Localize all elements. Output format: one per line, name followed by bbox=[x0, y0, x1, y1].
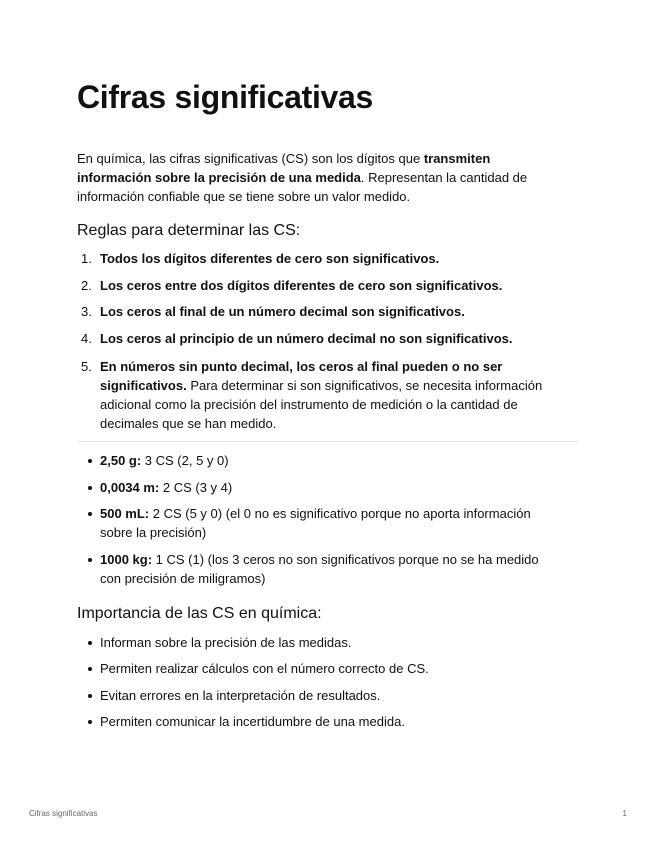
example-item bbox=[77, 504, 557, 542]
importance-heading: Importancia de las CS en química: bbox=[77, 605, 322, 622]
rule-bold-text: En números sin punto decimal, los ceros al final pueden o no ser significativos. bbox=[100, 359, 503, 393]
rule-item bbox=[77, 329, 557, 348]
importance-text: Informan sobre la precisión de las medidas. bbox=[100, 635, 352, 650]
example-text: 1 CS (1) (los 3 ceros no son significativos porque no se ha medido con precisión de miligramos) bbox=[100, 552, 539, 586]
bullet-icon bbox=[88, 720, 92, 724]
intro-text-2: . Representan la cantidad de información confiable que se tiene sobre un valor medido. bbox=[77, 170, 528, 204]
rule-bold-text: Todos los dígitos diferentes de cero son significativos. bbox=[100, 251, 440, 266]
importance-text: Permiten realizar cálculos con el número correcto de CS. bbox=[100, 661, 429, 676]
footer-title: Cifras significativas bbox=[29, 809, 98, 818]
bullet-icon bbox=[88, 486, 92, 490]
rule-item bbox=[77, 276, 557, 295]
example-item bbox=[77, 451, 557, 470]
bullet-icon bbox=[88, 694, 92, 698]
rule-item bbox=[77, 302, 557, 321]
example-value: 0,0034 m: bbox=[100, 480, 160, 495]
importance-item bbox=[77, 712, 557, 731]
page-title: Cifras significativas bbox=[77, 79, 374, 115]
importance-text: Evitan errores en la interpretación de resultados. bbox=[100, 688, 381, 703]
bullet-icon bbox=[88, 459, 92, 463]
rule-bold-text: Los ceros al final de un número decimal son significativos. bbox=[100, 304, 465, 319]
example-text: 3 CS (2, 5 y 0) bbox=[141, 453, 229, 468]
example-item bbox=[77, 478, 557, 497]
rule-text: Para determinar si son significativos, se necesita información adicional como la precisión del instrumento de medición o la cantidad de decimales que se han medido. bbox=[100, 378, 543, 431]
importance-item bbox=[77, 659, 557, 678]
rule-number: 4. bbox=[81, 331, 92, 346]
intro-text-bold: transmiten información sobre la precisión de una medida bbox=[77, 151, 491, 185]
example-value: 1000 kg: bbox=[100, 552, 153, 567]
importance-item bbox=[77, 633, 557, 652]
rules-heading: Reglas para determinar las CS: bbox=[77, 222, 301, 239]
importance-item bbox=[77, 686, 557, 705]
example-text: 2 CS (3 y 4) bbox=[159, 480, 233, 495]
footer-page-number: 1 bbox=[622, 809, 627, 818]
example-item bbox=[77, 550, 557, 588]
rule-bold-text: Los ceros al principio de un número decimal no son significativos. bbox=[100, 331, 513, 346]
rule-bold-text: Los ceros entre dos dígitos diferentes de cero son significativos. bbox=[100, 278, 503, 293]
bullet-icon bbox=[88, 667, 92, 671]
example-value: 500 mL: bbox=[100, 506, 150, 521]
intro-text-1: En química, las cifras significativas (CS) son los dígitos que bbox=[77, 151, 424, 166]
bullet-icon bbox=[88, 641, 92, 645]
section-divider bbox=[77, 441, 579, 442]
rule-number: 1. bbox=[81, 251, 92, 266]
rule-item bbox=[77, 357, 557, 433]
rule-item bbox=[77, 249, 557, 268]
rule-number: 5. bbox=[81, 359, 92, 374]
rule-number: 2. bbox=[81, 278, 92, 293]
importance-text: Permiten comunicar la incertidumbre de una medida. bbox=[100, 714, 405, 729]
bullet-icon bbox=[88, 512, 92, 516]
intro-paragraph bbox=[77, 149, 552, 206]
example-value: 2,50 g: bbox=[100, 453, 142, 468]
bullet-icon bbox=[88, 558, 92, 562]
rule-number: 3. bbox=[81, 304, 92, 319]
example-text: 2 CS (5 y 0) (el 0 no es significativo porque no aporta información sobre la precisión) bbox=[100, 506, 531, 540]
